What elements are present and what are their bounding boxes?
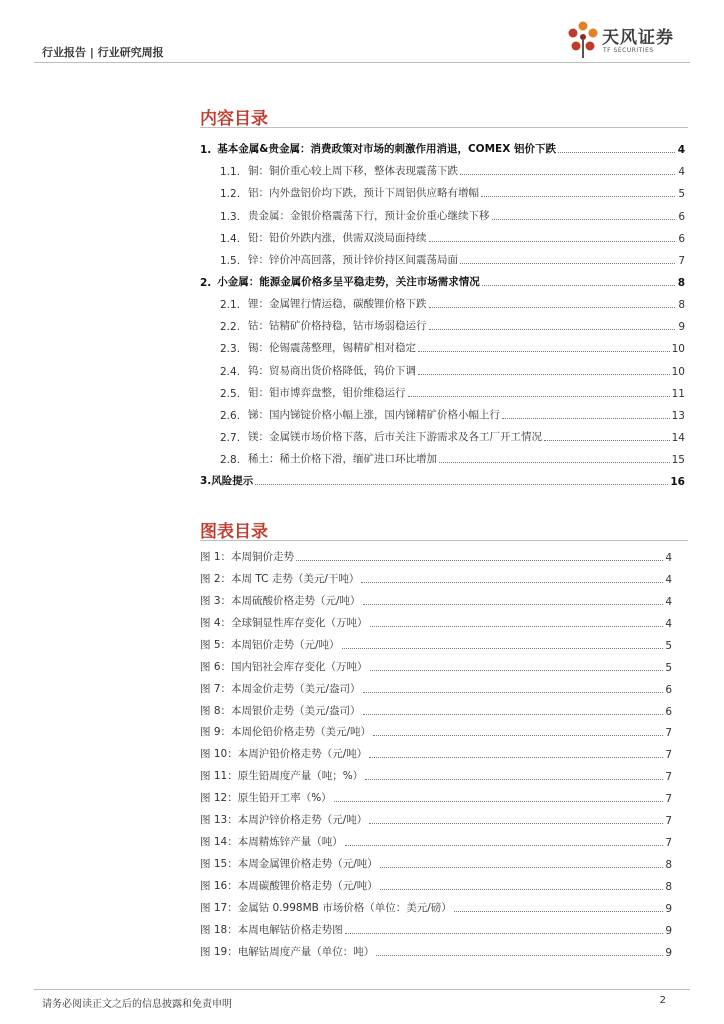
toc-entry-number: 2.7. [220, 431, 241, 444]
toc-entry[interactable] [200, 200, 685, 222]
dot-leader [370, 626, 664, 627]
toc-entry[interactable] [200, 466, 685, 488]
figure-entry-page: 7 [665, 727, 672, 740]
dot-leader [460, 174, 675, 175]
toc-entry-text: 小金属：能源金属价格多呈平稳走势，关注市场需求情况 [217, 275, 480, 288]
dot-leader [370, 670, 664, 671]
toc-entry[interactable] [200, 444, 685, 466]
dot-leader [296, 560, 663, 561]
figure-entry[interactable] [200, 608, 672, 630]
figure-entry-page: 7 [665, 749, 672, 762]
toc-entry-number: 2.6. [220, 409, 241, 422]
dot-leader [454, 911, 664, 912]
figure-entry-text: 图 14：本周精炼锌产量（吨） [200, 836, 343, 849]
toc-entry[interactable] [200, 311, 685, 333]
logo-name: 天风证券 [602, 28, 674, 48]
toc-entry-text: 锑：国内锑锭价格小幅上涨，国内锑精矿价格小幅上行 [248, 408, 501, 421]
figure-entry[interactable] [200, 783, 672, 805]
figure-entry-page: 8 [665, 881, 672, 893]
toc-entry-page: 11 [671, 387, 685, 400]
figure-entry-text: 图 18：本周电解钴价格走势图 [200, 923, 343, 936]
dot-leader [429, 307, 675, 308]
figure-entry-text: 图 19：电解钴周度产量（单位：吨） [200, 945, 375, 958]
company-logo [566, 20, 696, 60]
figure-entry-page: 5 [665, 661, 672, 674]
dot-leader [492, 219, 675, 220]
dot-leader [544, 440, 670, 441]
toc-entry-text: 铜：铜价重心较上周下移，整体表现震荡下跌 [248, 165, 459, 178]
dot-leader [373, 735, 663, 736]
figure-entry-page: 5 [665, 639, 672, 652]
figure-entry[interactable] [200, 564, 672, 586]
dot-leader [429, 329, 675, 330]
dot-leader [482, 285, 675, 286]
toc-entry-number: 2.3. [220, 343, 241, 356]
figure-entry-text: 图 12：原生铅开工率（%） [200, 792, 332, 805]
footer-divider [34, 989, 690, 990]
toc-entry-text: 钼：钼市博弈盘整，钼价维稳运行 [248, 386, 406, 399]
table-of-contents [200, 134, 685, 488]
toc-entry-number: 2.1. [220, 299, 241, 312]
figure-entry-text: 图 9：本周伦铅价格走势（美元/吨） [200, 726, 372, 739]
dot-leader [255, 484, 668, 485]
toc-entry-text: 锡：伦锡震荡整理，锡精矿相对稳定 [248, 342, 417, 355]
toc-entry-number: 2.2. [220, 321, 241, 334]
dot-leader [342, 648, 664, 649]
dot-leader [363, 692, 664, 693]
toc-entry-number: 1.4. [220, 232, 241, 245]
toc-entry-number: 2.5. [220, 387, 241, 400]
figure-entry-page: 9 [665, 946, 672, 959]
toc-entry-page: 10 [671, 365, 685, 378]
toc-entry[interactable] [200, 333, 685, 355]
toc-entry[interactable] [200, 267, 685, 289]
toc-entry[interactable] [200, 223, 685, 245]
toc-entry[interactable] [200, 400, 685, 422]
figure-entry-text: 图 11：原生铅周度产量（吨；%） [200, 770, 364, 783]
toc-entry[interactable] [200, 422, 685, 444]
figure-entry[interactable] [200, 542, 672, 564]
figure-entry-page: 8 [665, 859, 672, 872]
figure-entry[interactable] [200, 718, 672, 740]
figure-entry-page: 4 [665, 595, 672, 608]
dot-leader [502, 418, 670, 419]
toc-title: 内容目录 [200, 109, 268, 129]
toc-entry[interactable] [200, 178, 685, 200]
dot-leader [369, 823, 663, 824]
toc-entry-number: 2.4. [220, 365, 241, 378]
dot-leader [363, 714, 664, 715]
dot-leader [558, 152, 675, 153]
figure-entry-page: 6 [665, 705, 672, 718]
figure-entry-text: 图 5：本周铝价走势（元/吨） [200, 638, 340, 651]
figure-entry-page: 7 [665, 837, 672, 850]
header-divider [34, 62, 690, 63]
figure-entry[interactable] [200, 761, 672, 783]
flower-logo-icon [566, 20, 600, 60]
figure-entry-page: 7 [665, 793, 672, 806]
dot-leader [365, 779, 663, 780]
toc-entry[interactable] [200, 134, 685, 156]
figure-entry[interactable] [200, 871, 672, 893]
footer-disclaimer: 请务必阅读正文之后的信息披露和免责申明 [42, 999, 232, 1010]
toc-entry-number: 2. [200, 276, 212, 289]
figure-entry-text: 图 1：本周铜价走势 [200, 550, 295, 563]
toc-entry-text: 铅：铅价外跌内涨，供需双淡局面持续 [248, 231, 427, 244]
dot-leader [369, 757, 663, 758]
dot-leader [376, 955, 663, 956]
toc-divider [200, 127, 688, 128]
dot-leader [481, 196, 675, 197]
figure-entry-page: 7 [665, 815, 672, 828]
figures-divider [200, 540, 688, 541]
toc-entry-number: 1.1. [220, 166, 241, 179]
page-header [0, 0, 724, 70]
figure-entry-text: 图 4：全球铜显性库存变化（万吨） [200, 616, 368, 629]
toc-entry-page: 13 [671, 409, 685, 422]
toc-entry-text: 贵金属：金银价格震荡下行，预计金价重心继续下移 [248, 209, 490, 222]
toc-entry[interactable] [200, 245, 685, 267]
toc-entry[interactable] [200, 355, 685, 377]
figures-title: 图表目录 [200, 522, 268, 542]
toc-entry-text: 基本金属&贵金属：消费政策对市场的刺激作用消退，COMEX 铝价下跌 [217, 143, 556, 156]
toc-entry-page: 14 [671, 431, 685, 444]
figure-entry-text: 图 17：金属钴 0.998MB 市场价格（单位：美元/磅） [200, 901, 452, 914]
dot-leader [334, 801, 664, 802]
logo-subtitle: TF SECURITIES [603, 47, 654, 54]
toc-entry-text: 稀土：稀土价格下滑，缅矿进口环比增加 [248, 453, 438, 466]
figure-entry-page: 7 [665, 771, 672, 784]
dot-leader [361, 582, 663, 583]
figure-entry[interactable] [200, 849, 672, 871]
toc-entry[interactable] [200, 156, 685, 178]
figure-entry-text: 图 2：本周 TC 走势（美元/干吨） [200, 572, 360, 585]
toc-entry-page: 6 [678, 210, 685, 223]
dot-leader [408, 396, 670, 397]
toc-entry[interactable] [200, 289, 685, 311]
toc-entry-number: 1.2. [220, 188, 241, 201]
toc-entry-text: 钴：钴精矿价格持稳，钴市场弱稳运行 [248, 320, 427, 333]
figure-entry-text: 图 13：本周沪锌价格走势（元/吨） [200, 814, 368, 827]
figure-entry-text: 图 3：本周硫酸价格走势（元/吨） [200, 594, 361, 607]
figure-entry[interactable] [200, 805, 672, 827]
toc-entry-page: 5 [678, 188, 685, 201]
figure-entry[interactable] [200, 674, 672, 696]
dot-leader [380, 889, 664, 890]
toc-entry-page: 9 [678, 321, 685, 334]
toc-entry-page: 6 [678, 232, 685, 245]
toc-entry-number: 2.8. [220, 454, 241, 467]
toc-entry[interactable] [200, 378, 685, 400]
figure-entry[interactable] [200, 696, 672, 718]
toc-entry-page: 10 [671, 343, 685, 356]
figure-entry[interactable] [200, 937, 672, 959]
toc-entry-page: 7 [678, 254, 685, 267]
figure-entry[interactable] [200, 739, 672, 761]
dot-leader [345, 933, 664, 934]
figure-entry[interactable] [200, 893, 672, 915]
toc-entry-number: 1. [200, 144, 212, 157]
page-number: 2 [659, 995, 666, 1006]
dot-leader [418, 374, 670, 375]
toc-entry-text: 3.风险提示 [200, 475, 254, 488]
figure-entry[interactable] [200, 586, 672, 608]
figure-entry-page: 4 [665, 617, 672, 630]
figure-entry[interactable] [200, 652, 672, 674]
toc-entry-page: 4 [678, 166, 685, 179]
list-of-figures [200, 542, 672, 959]
toc-entry-page: 16 [670, 476, 685, 489]
report-breadcrumb: 行业报告 | 行业研究周报 [42, 46, 164, 59]
toc-entry-text: 铝：内外盘铝价均下跌，预计下周铝供应略有增幅 [248, 187, 480, 200]
dot-leader [345, 845, 664, 846]
figure-entry-text: 图 16：本周碳酸锂价格走势（元/吨） [200, 880, 378, 892]
figure-entry-text: 图 10：本周沪铅价格走势（元/吨） [200, 748, 368, 761]
toc-entry-page: 8 [678, 299, 685, 312]
toc-entry-page: 8 [677, 276, 685, 289]
toc-entry-page: 4 [677, 144, 685, 157]
figure-entry-page: 9 [665, 924, 672, 937]
figure-entry[interactable] [200, 630, 672, 652]
toc-entry-text: 锌：锌价冲高回落，预计锌价持区间震荡局面 [248, 253, 459, 266]
dot-leader [363, 604, 664, 605]
figure-entry-page: 4 [665, 551, 672, 564]
figure-entry-text: 图 8：本周银价走势（美元/盎司） [200, 704, 361, 717]
toc-entry-text: 镁：金属镁市场价格下落，后市关注下游需求及各工厂开工情况 [248, 430, 543, 443]
figure-entry[interactable] [200, 827, 672, 849]
figure-entry-page: 6 [665, 683, 672, 696]
dot-leader [460, 263, 675, 264]
dot-leader [429, 241, 675, 242]
dot-leader [418, 351, 670, 352]
toc-entry-number: 1.3. [220, 210, 241, 223]
dot-leader [380, 867, 664, 868]
toc-entry-page: 15 [671, 454, 685, 467]
toc-entry-number: 1.5. [220, 254, 241, 267]
figure-entry-text: 图 15：本周金属锂价格走势（元/吨） [200, 858, 378, 871]
figure-entry[interactable] [200, 915, 672, 937]
toc-entry-text: 锂：金属锂行情运稳，碳酸锂价格下跌 [248, 298, 427, 311]
figure-entry-page: 4 [665, 573, 672, 586]
figure-entry-text: 图 6：国内铝社会库存变化（万吨） [200, 660, 368, 673]
figure-entry-page: 9 [665, 902, 672, 915]
dot-leader [439, 462, 670, 463]
figure-entry-text: 图 7：本周金价走势（美元/盎司） [200, 682, 361, 695]
toc-entry-text: 钨：贸易商出货价格降低，钨价下调 [248, 364, 417, 377]
